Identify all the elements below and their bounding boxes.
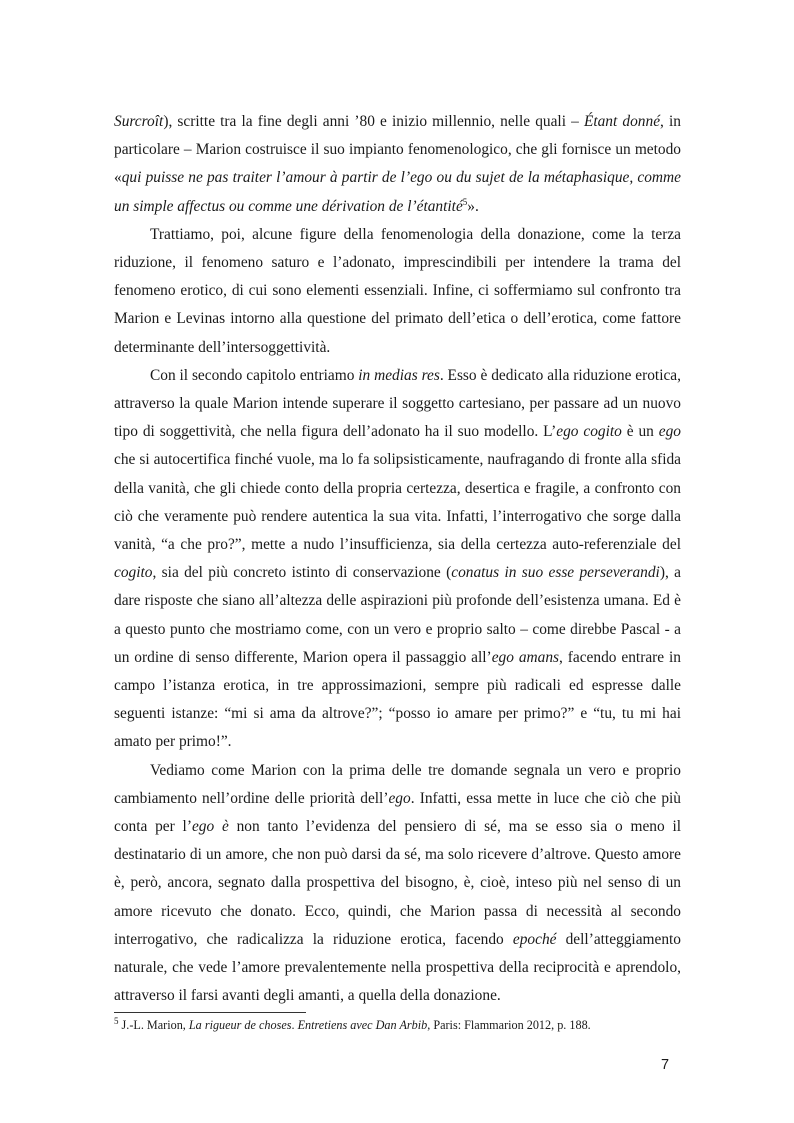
paragraph xyxy=(114,108,681,221)
text-run: dell’atteggiamento naturale, che vede l’amore prevalentemente nella prospettiva della reciprocità e aprendolo, attraverso il farsi avanti degli amanti, a quella della donazione. xyxy=(114,930,681,1005)
italic-text: cogito xyxy=(114,564,153,582)
text-run: , sia del più concreto istinto di conservazione ( xyxy=(152,564,452,582)
footnote-separator xyxy=(114,1012,306,1013)
body-text xyxy=(114,108,681,1011)
text-run: , Paris: Flammarion 2012, p. 188. xyxy=(427,1018,591,1032)
footnote-ref: 5 xyxy=(462,196,468,207)
text-run: Con il secondo capitolo entriamo xyxy=(150,366,359,384)
italic-text: epoché xyxy=(512,930,557,948)
text-run: , facendo entrare in campo l’istanza erotica, in tre approssimazioni, sempre più radicali ed espresse dalle seguenti istanze: “mi si ama da altrove?”; “posso io amare per primo?” e “tu, tu mi hai amato per primo!”. xyxy=(114,648,681,751)
text-run: . xyxy=(291,1018,298,1032)
footnote xyxy=(114,1017,714,1033)
text-run: . Infatti, essa mette in luce che ciò che più conta per l’ xyxy=(114,789,682,836)
italic-text: Entretiens avec Dan Arbib xyxy=(297,1018,428,1032)
paragraph xyxy=(114,362,681,757)
italic-text: ego è xyxy=(191,818,229,836)
text-run: Trattiamo, poi, alcune figure della fenomenologia della donazione, come la terza riduzione, il fenomeno saturo e l’adonato, imprescindibili per intendere la trama del fenomeno erotico, di cui sono elementi essenziali. Infine, ci soffermiamo sul confronto tra Marion e Levinas intorno alla questione del primato dell’etica o dell’erotica, come fattore determinante dell’intersoggettività. xyxy=(114,225,681,356)
text-run: , in particolare – Marion costruisce il suo impianto fenomenologico, che gli fornisce un metodo « xyxy=(114,113,681,187)
text-run: ». xyxy=(467,197,479,215)
text-run: J.-L. Marion, xyxy=(118,1018,189,1032)
italic-text: in medias res xyxy=(358,366,440,384)
page-number: 7 xyxy=(661,1057,670,1073)
paragraph xyxy=(114,757,681,1011)
text-run: Vediamo come Marion con la prima delle tre domande segnala un vero e proprio cambiamento nell’ordine delle priorità dell’ xyxy=(114,761,681,807)
italic-text: Étant donné xyxy=(583,113,661,130)
text-run: ), a dare risposte che siano all’altezza delle aspirazioni più profonde dell’esistenza umana. Ed è a questo punto che mostriamo come, con un vero e proprio salto – come direbbe Pascal - a un ordine di senso differente, Marion opera il passaggio all’ xyxy=(114,564,681,666)
text-run: è un xyxy=(621,423,659,441)
paragraph xyxy=(114,221,681,362)
text-run: ), scritte tra la fine degli anni ’80 e inizio millennio, nelle quali – xyxy=(163,113,584,130)
italic-text: Surcroît xyxy=(114,113,164,130)
text-run: . Esso è dedicato alla riduzione erotica, attraverso la quale Marion intende superare il soggetto cartesiano, per passare ad un nuovo tipo di soggettività, che nella figura dell’adonato ha il suo modello. L’ xyxy=(114,366,681,441)
text-run: che si autocertifica finché vuole, ma lo fa solipsisticamente, naufragando di fronte alla sfida della vanità, che gli chiede conto della propria certezza, desertica e fragile, a confronto con ciò che veramente può rendere autentica la sua vita. Infatti, l’interrogativo che sorge dalla vanità, “a che pro?”, mette a nudo l’insufficienza, sia della certezza auto-referenziale del xyxy=(114,451,681,554)
text-run: non tanto l’evidenza del pensiero di sé, ma se esso sia o meno il destinatario di un amore, che non può darsi da sé, ma solo ricevere d’altrove. Questo amore è, però, ancora, segnato dalla prospettiva del bisogno, è, cioè, inteso più nel senso di un amore ricevuto che donato. Ecco, quindi, che Marion passa di necessità al secondo interrogativo, che radicalizza la riduzione erotica, facendo xyxy=(114,818,682,948)
footnote-ref: 5 xyxy=(114,1015,119,1026)
italic-text: La rigueur de choses xyxy=(188,1018,292,1032)
italic-text: qui puisse ne pas traiter l’amour à partir de l’ego ou du sujet de la métaphasique, comme un simple affectus ou comme une dérivation de l’étantité xyxy=(114,169,681,215)
italic-text: ego cogito xyxy=(556,423,622,441)
italic-text: ego amans xyxy=(491,648,560,666)
italic-text: ego xyxy=(658,423,681,441)
italic-text: ego xyxy=(388,789,411,807)
italic-text: conatus in suo esse perseverandi xyxy=(451,564,660,582)
